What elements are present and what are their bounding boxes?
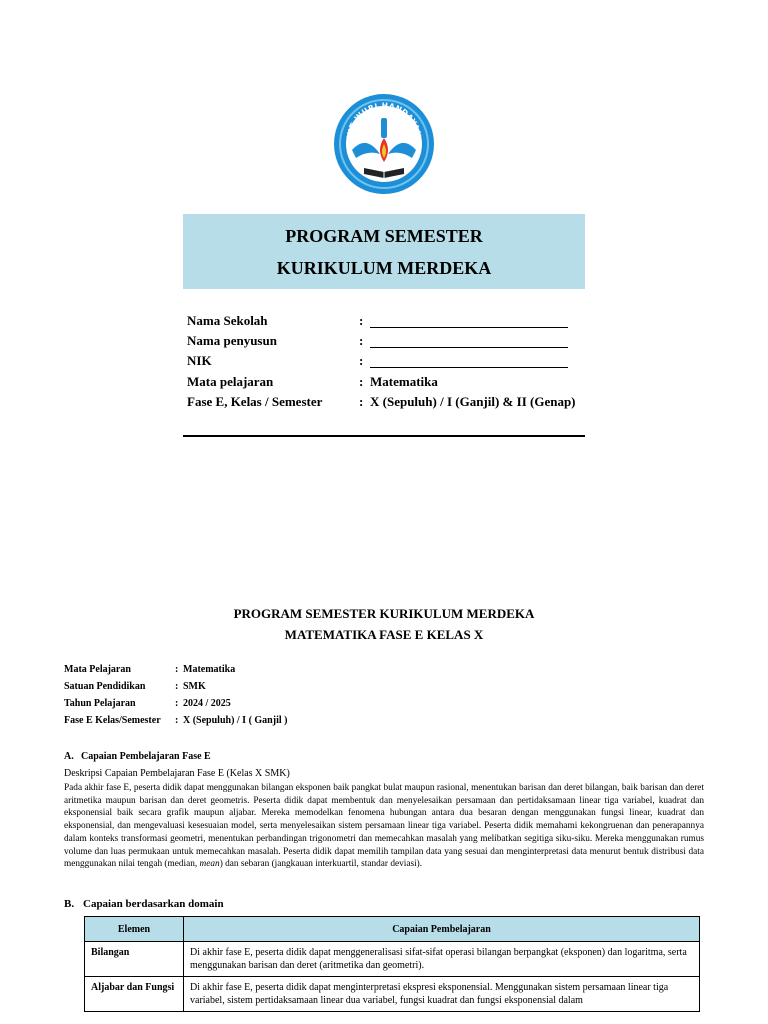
table-cell-elemen: Bilangan — [85, 942, 184, 977]
cover-field-colon: : — [359, 353, 364, 369]
info-value: Matematika — [183, 664, 236, 675]
info-value: X (Sepuluh) / I ( Ganjil ) — [183, 715, 288, 726]
info-value: 2024 / 2025 — [183, 698, 231, 709]
cover-field-colon: : — [359, 373, 364, 389]
info-label: Satuan Pendidikan — [64, 681, 146, 692]
cover-field-value: Matematika — [370, 373, 438, 389]
cover-field-label: Nama penyusun — [187, 333, 277, 349]
cover-title-line1: PROGRAM SEMESTER — [285, 226, 483, 246]
cover-field-colon: : — [359, 313, 364, 328]
table-row — [85, 977, 700, 1012]
document-title-line2: MATEMATIKA FASE E KELAS X — [284, 627, 484, 642]
table-row — [85, 942, 700, 977]
section-a-paragraph — [64, 782, 704, 871]
cover-field-blank-line — [370, 327, 568, 328]
table-header-elemen: Elemen — [85, 917, 184, 942]
section-b-heading — [64, 898, 224, 910]
paragraph-text-end: ) dan sebaran (jangkauan interkuartil, standar deviasi). — [219, 859, 423, 870]
section-b-letter: B. — [64, 898, 75, 910]
cover-field-label: Mata pelajaran — [187, 373, 274, 389]
cover-field-blank-line — [370, 367, 568, 368]
cover-divider — [183, 435, 585, 437]
domain-table — [84, 916, 700, 1012]
info-label: Tahun Pelajaran — [64, 698, 136, 709]
info-value: SMK — [183, 681, 206, 692]
tut-wuri-handayani-logo — [330, 88, 438, 200]
table-header-capaian: Capaian Pembelajaran — [184, 917, 700, 942]
cover-field-colon: : — [359, 333, 364, 349]
tut-wuri-handayani-emblem-icon — [330, 88, 438, 200]
cover-field-colon: : — [359, 393, 364, 409]
table-cell-capaian: Di akhir fase E, peserta didik dapat menggeneralisasi sifat-sifat operasi bilangan berpangkat (eksponen) dan logaritma, serta menggunakan barisan dan deret (aritmetika dan geometri). — [184, 942, 700, 977]
table-header-row — [85, 917, 700, 942]
section-a-subheading: Deskripsi Capaian Pembelajaran Fase E (Kelas X SMK) — [64, 768, 290, 779]
logo-motto-text: TUT WURI HANDAYANI — [344, 100, 424, 142]
paragraph-italic-term: mean — [199, 859, 220, 870]
document-title-line1: PROGRAM SEMESTER KURIKULUM MERDEKA — [233, 606, 535, 621]
info-colon: : — [175, 681, 179, 692]
cover-field-label: Nama Sekolah — [187, 313, 268, 328]
info-colon: : — [175, 664, 179, 675]
info-colon: : — [175, 698, 179, 709]
section-a-title: Capaian Pembelajaran Fase E — [81, 751, 211, 762]
table-cell-elemen: Aljabar dan Fungsi — [85, 977, 184, 1012]
cover-title-line2: KURIKULUM MERDEKA — [276, 258, 492, 278]
section-a-heading — [64, 751, 211, 762]
cover-title-banner — [183, 214, 585, 289]
section-a-letter: A. — [64, 751, 74, 762]
info-colon: : — [175, 715, 179, 726]
cover-field-value: X (Sepuluh) / I (Ganjil) & II (Genap) — [370, 393, 576, 409]
cover-field-label: Fase E, Kelas / Semester — [187, 393, 323, 409]
paragraph-text: Pada akhir fase E, peserta didik dapat menggunakan bilangan eksponen baik pangkat bulat maupun rasional, menentukan barisan dan deret bilangan, baik barisan dan deret aritmetika maupun barisan dan deret geometris. Peserta didik dapat membentuk dan menyelesaikan persamaan dan pertidaksamaan linear tiga variabel, kuadrat dan eksponensial baik secara grafik maupun aljabar. Mereka memodelkan fenomena hubungan antara dua besaran dengan menggunakan fungsi linear, kuadrat dan eksponensial, dan mengevaluasi kesesuaian model, serta menyelesaikan sistem persamaan linear tiga variabel. Peserta didik memahami kekongruenan dan penerapannya dalam konteks transformasi geometri, menentukan perbandingan trigonometri dan memecahkan masalah yang melibatkan segitiga siku-siku. Mereka menggunakan rumus volume dan luas permukaan untuk memecahkan masalah. Peserta didik dapat memilih tampilan data yang sesuai dan menginterpretasi data menurut bentuk distribusi data menggunakan nilai tengah (median, — [64, 783, 704, 870]
cover-field-label: NIK — [187, 353, 212, 369]
cover-field-blank-line — [370, 347, 568, 348]
section-b-title: Capaian berdasarkan domain — [83, 898, 224, 910]
info-label: Mata Pelajaran — [64, 664, 131, 675]
info-label: Fase E Kelas/Semester — [64, 715, 161, 726]
table-cell-capaian: Di akhir fase E, peserta didik dapat menginterpretasi ekspresi eksponensial. Menggunakan sistem persamaan linear tiga variabel, sistem pertidaksamaan linear dua variabel, fungsi kuadrat dan fungsi eksponensial dalam — [184, 977, 700, 1012]
